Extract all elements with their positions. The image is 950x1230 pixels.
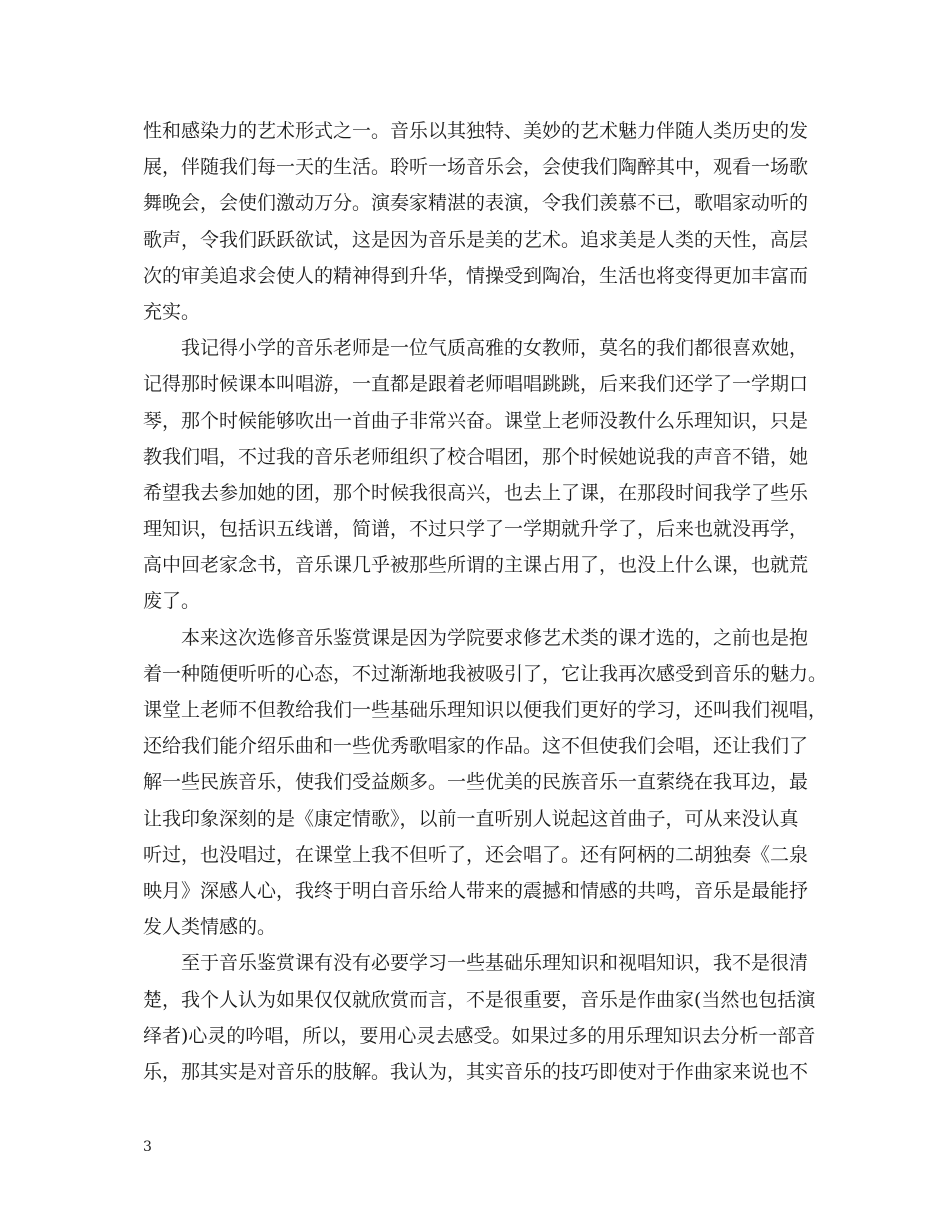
text-line: 课堂上老师不但教给我们一些基础乐理知识以便我们更好的学习，还叫我们视唱， <box>143 699 828 721</box>
text-line: 理知识，包括识五线谱，简谱，不过只学了一学期就升学了，后来也就没再学， <box>143 518 809 541</box>
text-line: 让我印象深刻的是《康定情歌》，以前一直听别人说起这首曲子，可从来没认真 <box>143 807 799 830</box>
text-line: 歌声，令我们跃跃欲试，这是因为音乐是美的艺术。追求美是人类的天性，高层 <box>143 228 809 251</box>
text-line: 我记得小学的音乐老师是一位气质高雅的女教师，莫名的我们都很喜欢她， <box>181 337 809 360</box>
text-line: 至于音乐鉴赏课有没有必要学习一些基础乐理知识和视唱知识，我不是很清 <box>181 952 809 975</box>
text-line: 映月》深感人心，我终于明白音乐给人带来的震撼和情感的共鸣，音乐是最能抒 <box>143 879 809 902</box>
text-line: 琴，那个时候能够吹出一首曲子非常兴奋。课堂上老师没教什么乐理知识，只是 <box>143 409 809 432</box>
paragraph-2 <box>143 330 823 620</box>
text-line: 听过，也没唱过，在课堂上我不但听了，还会唱了。还有阿柄的二胡独奏《二泉 <box>143 843 809 866</box>
paragraph-3 <box>143 620 828 946</box>
text-line: 绎者)心灵的吟唱，所以，要用心灵去感受。如果过多的用乐理知识去分析一部音 <box>143 1024 816 1047</box>
text-line: 教我们唱，不过我的音乐老师组织了校合唱团，那个时候她说我的声音不错，她 <box>143 445 809 468</box>
text-line: 发人类情感的。 <box>143 916 277 939</box>
text-line: 本来这次选修音乐鉴赏课是因为学院要求修艺术类的课才选的，之前也是抱 <box>181 626 809 649</box>
text-line: 展，伴随我们每一天的生活。聆听一场音乐会，会使我们陶醉其中，观看一场歌 <box>143 156 809 179</box>
text-line: 楚，我个人认为如果仅仅就欣赏而言，不是很重要，音乐是作曲家(当然也包括演 <box>143 988 816 1011</box>
page-number: 3 <box>143 1139 152 1155</box>
text-line: 废了。 <box>143 590 201 613</box>
text-line: 性和感染力的艺术形式之一。音乐以其独特、美妙的艺术魅力伴随人类历史的发 <box>143 120 809 142</box>
text-line: 次的审美追求会使人的精神得到升华，情操受到陶冶，生活也将变得更加丰富而 <box>143 264 809 287</box>
text-line: 舞晚会，会使们激动万分。演奏家精湛的表演，令我们羡慕不已，歌唱家动听的 <box>143 192 809 215</box>
text-line: 记得那时候课本叫唱游，一直都是跟着老师唱唱跳跳，后来我们还学了一学期口 <box>143 373 809 396</box>
body-text <box>143 113 828 1090</box>
text-line: 充实。 <box>143 300 201 323</box>
text-line: 希望我去参加她的团，那个时候我很高兴，也去上了课，在那段时间我学了些乐 <box>143 481 809 504</box>
text-line: 着一种随便听听的心态，不过渐渐地我被吸引了，它让我再次感受到音乐的魅力。 <box>143 662 828 685</box>
text-line: 解一些民族音乐，使我们受益颇多。一些优美的民族音乐一直萦绕在我耳边，最 <box>143 771 809 794</box>
paragraph-4 <box>143 945 823 1090</box>
text-line: 还给我们能介绍乐曲和一些优秀歌唱家的作品。这不但使我们会唱，还让我们了 <box>143 735 809 758</box>
text-line: 高中回老家念书，音乐课几乎被那些所谓的主课占用了，也没上什么课，也就荒 <box>143 554 809 577</box>
paragraph-1 <box>143 113 823 330</box>
text-line: 乐，那其实是对音乐的肢解。我认为，其实音乐的技巧即使对于作曲家来说也不 <box>143 1060 809 1083</box>
